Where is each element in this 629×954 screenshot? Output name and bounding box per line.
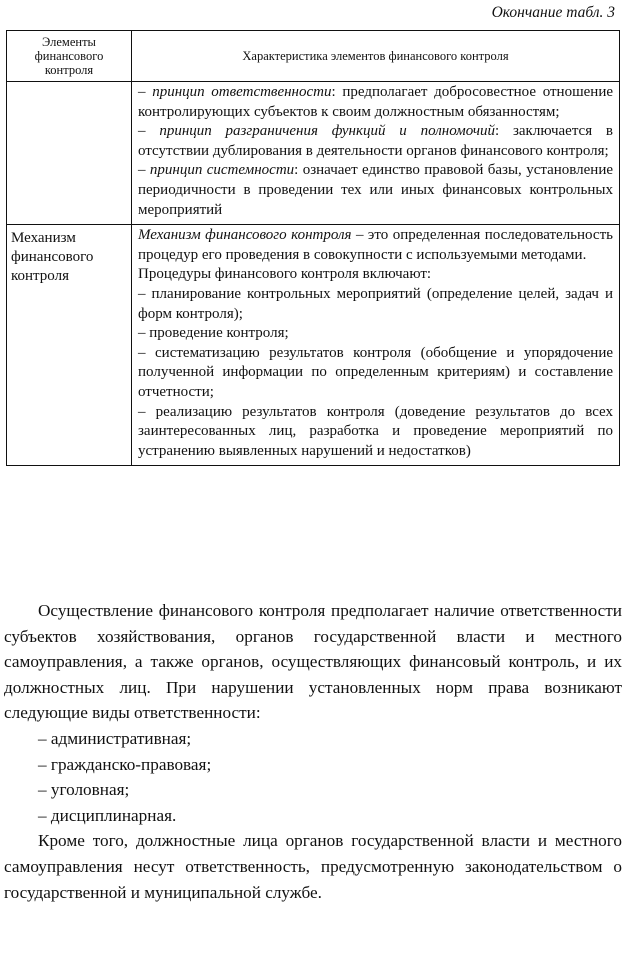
liability-type: – административная; — [38, 728, 192, 748]
table-header-row — [7, 31, 620, 82]
header-characteristics: Характеристика элементов финансового контроля — [132, 31, 620, 82]
characteristic-cell — [132, 225, 620, 466]
procedure-item: – реализацию результатов контроля (доведение результатов до всех заинтересованных лиц, разработка и проведение мероприятий по устранению выявленных нарушений и недостатков) — [138, 403, 613, 459]
principle-item: – принцип разграничения функций и полномочий: заключается в отсутствии дублирования в деятельности органов финансового контроля; — [138, 123, 614, 159]
header-elements: Элементы финансового контроля — [7, 31, 132, 82]
procedure-item: – систематизацию результатов контроля (обобщение и упорядочение полученной информации по определенным критериям) и составление отчетности; — [138, 344, 613, 400]
procedures-heading: Процедуры финансового контроля включают: — [138, 266, 432, 283]
intro-paragraph: Осуществление финансового контроля предполагает наличие ответственности субъектов хозяйствования, органов государственной власти и местного самоуправления, а также органов, осуществляющих финансовый контроль, и их должностных лиц. При нарушении установленных норм права возникают следующие виды ответственности: — [4, 601, 622, 723]
table-row — [7, 82, 620, 225]
closing-paragraph: Кроме того, должностные лица органов государственной власти и местного самоуправления несут ответственность, предусмотренную законодательством о государственной и муниципальной службе. — [4, 831, 622, 902]
element-cell — [7, 82, 132, 225]
principle-item: – принцип ответственности: предполагает добросовестное отношение контролирующих субъектов к своим должностным обязанностям; — [138, 84, 613, 120]
procedure-item: – проведение контроля; — [138, 325, 289, 342]
table-caption: Окончание табл. 3 — [491, 4, 615, 21]
mechanism-definition: Механизм финансового контроля – это определенная последовательность процедур его проведения в совокупности с используемыми методами. — [138, 227, 613, 263]
liability-type: – дисциплинарная. — [38, 805, 177, 825]
financial-control-table — [6, 30, 620, 466]
characteristic-cell — [132, 82, 620, 225]
procedure-item: – планирование контрольных мероприятий (определение целей, задач и форм контроля); — [138, 285, 613, 322]
element-cell: Механизм финансового контроля — [7, 225, 132, 466]
body-text — [4, 598, 622, 905]
principle-item: – принцип системности: означает единство правовой базы, установление периодичности в проведении тех или иных финансовых контрольных мероприятий — [138, 162, 614, 218]
liability-type: – гражданско-правовая; — [38, 754, 212, 774]
table-row — [7, 225, 620, 466]
liability-type: – уголовная; — [38, 780, 130, 800]
